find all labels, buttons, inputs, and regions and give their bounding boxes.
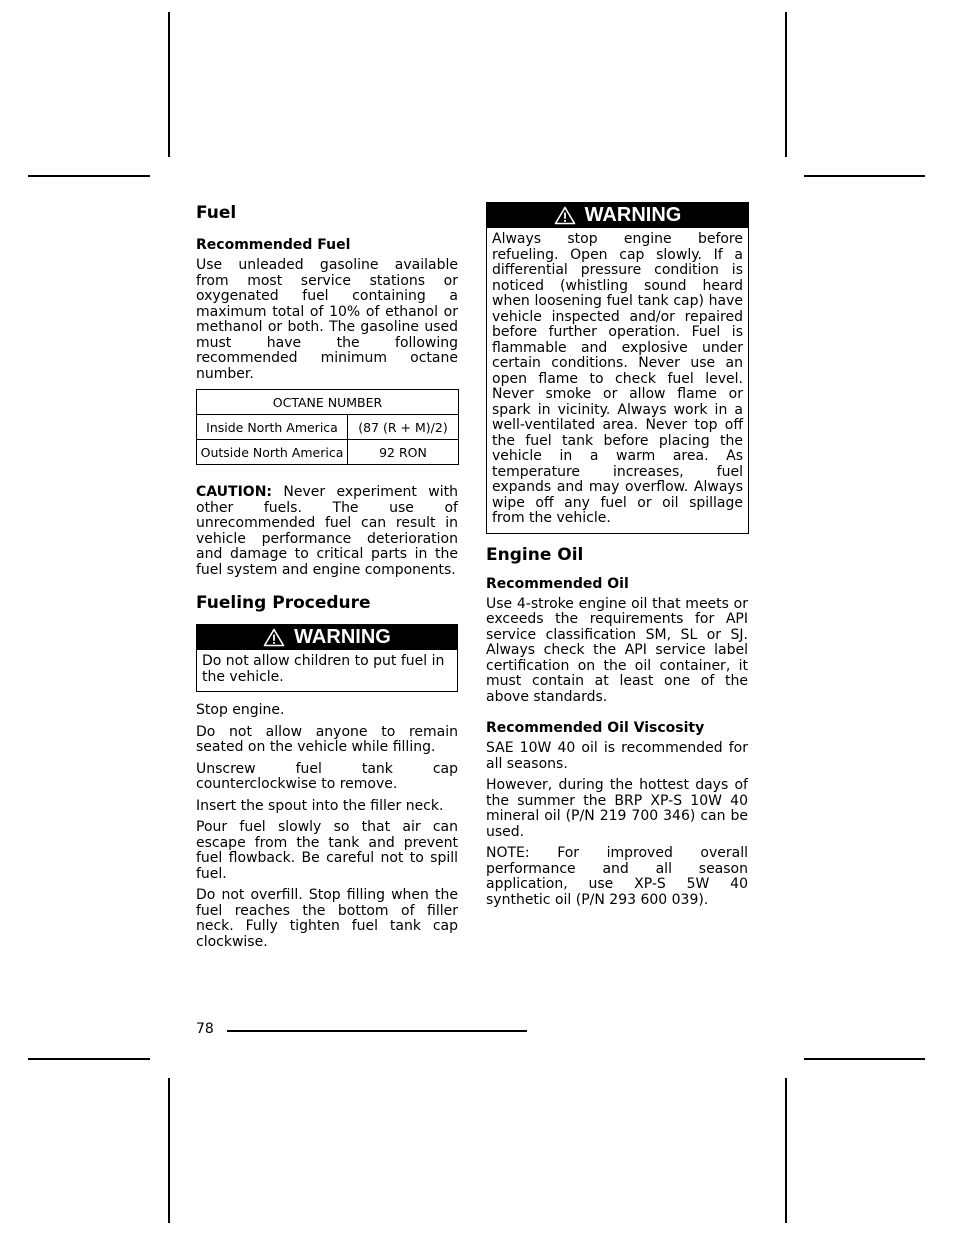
oil-viscosity-heading: Recommended Oil Viscosity [486,720,705,736]
recommended-oil-heading: Recommended Oil [486,575,629,592]
crop-mark [28,175,150,177]
warning-triangle-icon [263,628,285,647]
fueling-steps [196,703,458,950]
right-column [486,202,748,908]
caution-paragraph [196,485,458,578]
crop-mark [785,1078,787,1223]
warning-label: WARNING [584,204,682,226]
engine-oil-heading: Engine Oil [486,544,584,565]
recommended-fuel-text: Use unleaded gasoline available from most service stations or oxygenated fuel containing a maximum total of 10% of ethanol or methanol or both. The gasoline used must have the following recommended minimum octane number. [196,257,458,382]
octane-table-header: OCTANE NUMBER [197,390,459,415]
children-warning-box [196,624,458,692]
note-label: NOTE: [486,845,530,861]
table-row [197,415,459,440]
recommended-fuel-heading: Recommended Fuel [196,237,351,253]
caution-label: CAUTION: [196,484,273,500]
warning-text: Do not allow children to put fuel in the vehicle. [202,653,445,685]
table-cell-value: 92 RON [348,440,459,465]
page-number: 78 [196,1021,214,1037]
step-text: Unscrew fuel tank cap counterclockwise to remove. [196,760,458,792]
crop-mark [785,12,787,157]
crop-mark [804,175,925,177]
step-text: Stop engine. [196,702,285,718]
step-text: Do not allow anyone to remain seated on the vehicle while filling. [196,723,458,755]
crop-mark [804,1058,925,1060]
overfill-lead: Do not overfill. [196,887,303,903]
page-footer [196,1021,527,1037]
step-text: Insert the spout into the filler neck. [196,797,444,814]
warning-text: Always stop engine before refueling. Open cap slowly. If a differential pressure condition is noticed (whistling sound heard when loosening fuel tank cap) have vehicle inspected and/or repaired before further operation. Fuel is flammable and explosive under certain conditions. Never use an open flame to check fuel level. Never smoke or allow flame or spark in vicinity. Always work in a well-ventilated area. Never top off the fuel tank before placing the vehicle in a warm area. As temperature increases, fuel expands and may overflow. Always wipe off any fuel or oil spillage from the vehicle. [492,231,743,526]
fuel-heading: Fuel [196,203,237,223]
warning-header [197,625,457,650]
fueling-procedure-heading: Fueling Procedure [196,593,371,613]
overfill-paragraph [196,888,458,950]
step-text: Pour fuel slowly so that air can escape from the tank and prevent fuel flowback. Be careful not to spill fuel. [196,819,458,882]
warning-label: WARNING [294,626,391,648]
overfill-text: Stop filling when the fuel reaches the bottom of filler neck. Fully tighten fuel tank cap clockwise. [196,887,458,950]
note-paragraph [486,846,748,908]
octane-table [196,389,459,465]
viscosity-text: SAE 10W 40 oil is recommended for all seasons. [486,740,748,772]
note-text: For improved overall performance and all season application, use XP-S 5W 40 synthetic oil (P/N 293 600 039). [486,845,748,908]
table-cell-region: Inside North America [197,415,348,440]
viscosity-text: However, during the hottest days of the summer the BRP XP-S 10W 40 mineral oil (P/N 219 700 346) can be used. [486,777,748,840]
warning-body [487,228,748,533]
crop-mark [168,12,170,157]
table-cell-region: Outside North America [197,440,348,465]
warning-header [487,203,748,228]
warning-body [197,650,457,691]
recommended-oil-text: Use 4-stroke engine oil that meets or exceeds the requirements for API service classification SM, SL or SJ. Always check the API service label certification on the oil container, it must contain at least one of the above standards. [486,595,748,705]
footer-rule [227,1030,527,1032]
crop-mark [168,1078,170,1223]
crop-mark [28,1058,150,1060]
oil-viscosity-section [486,741,748,908]
refueling-warning-box [486,202,749,534]
table-row [197,440,459,465]
left-column [196,202,458,950]
warning-triangle-icon [554,206,576,225]
caution-text: Never experiment with other fuels. The use of unrecommended fuel can result in vehicle performance deterioration and damage to critical parts in the fuel system and engine components. [196,484,458,578]
table-cell-value: (87 (R + M)/2) [348,415,459,440]
